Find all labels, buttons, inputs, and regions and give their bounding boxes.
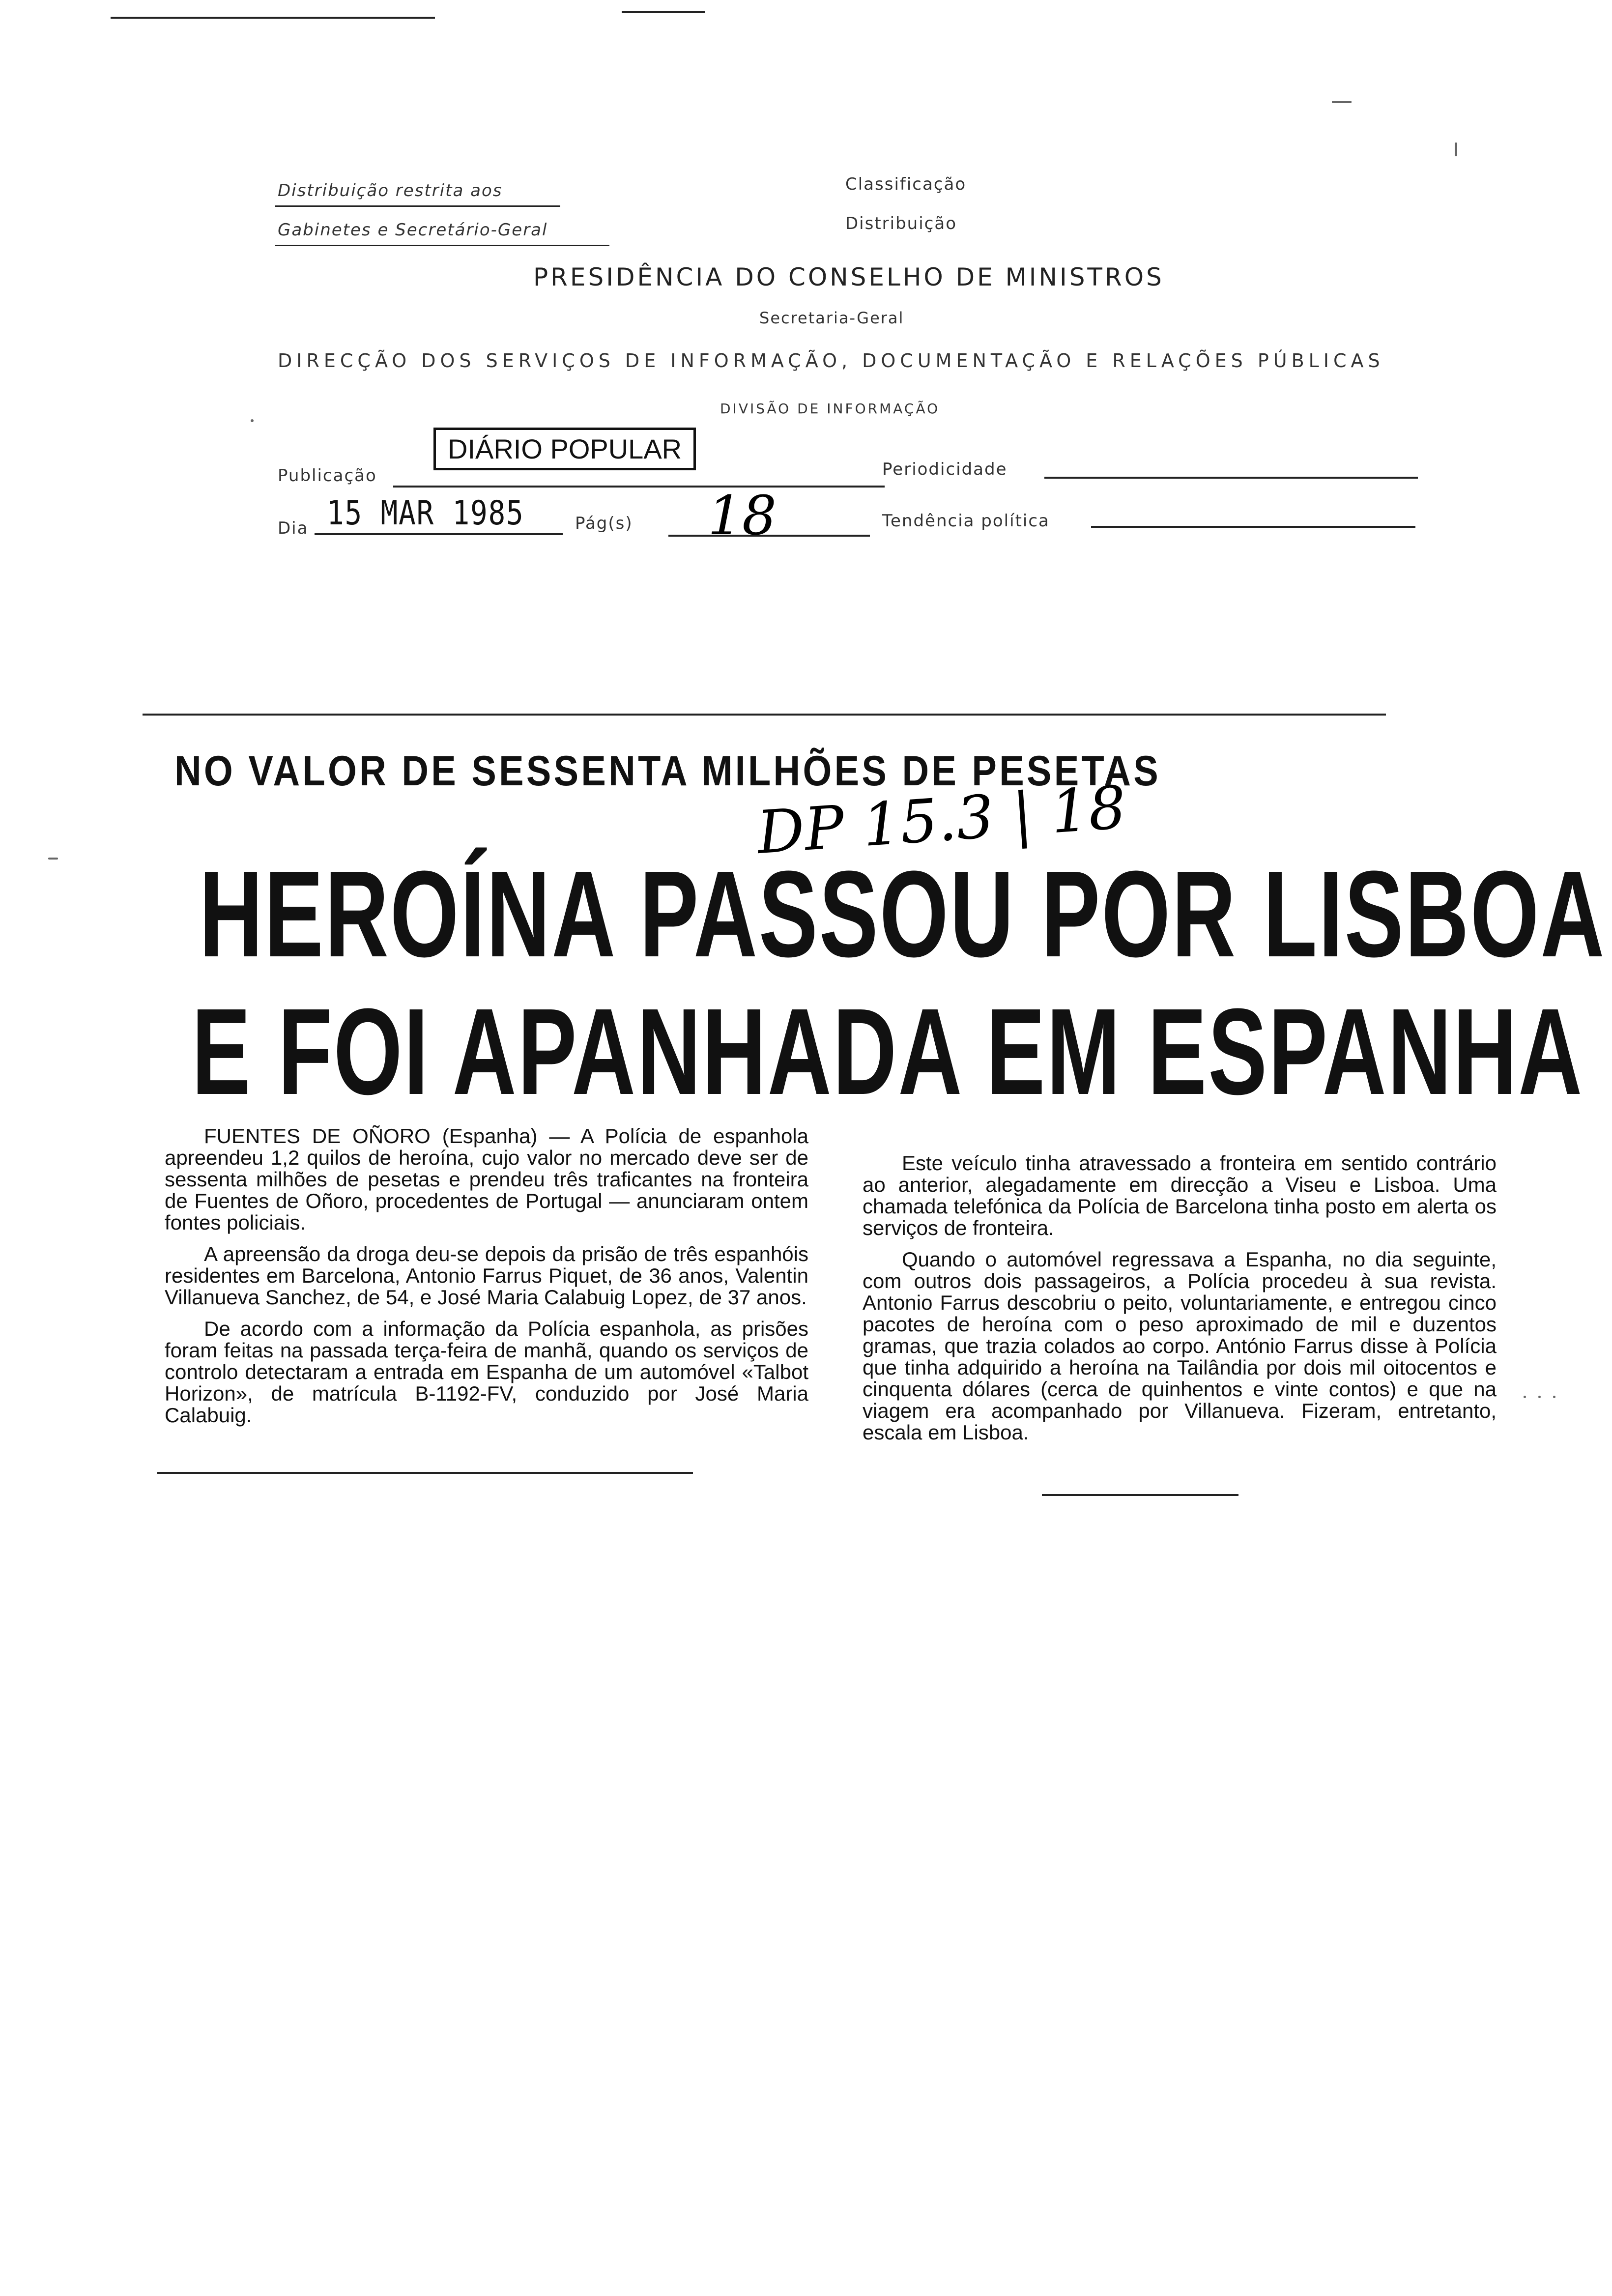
distribution-label: Distribuição [845, 214, 957, 233]
pages-label: Pág(s) [575, 514, 633, 533]
headline-line-2: E FOI APANHADA EM ESPANHA [192, 983, 1584, 1120]
presidency-title: PRESIDÊNCIA DO CONSELHO DE MINISTROS [533, 263, 1164, 291]
scan-speck [1538, 1396, 1541, 1398]
publication-line [393, 486, 885, 488]
date-line [315, 533, 563, 535]
scan-speck [1524, 1396, 1526, 1398]
classification-label: Classificação [845, 174, 967, 194]
publication-name-box: DIÁRIO POPULAR [433, 428, 696, 470]
article-column-2 [863, 1152, 1497, 1453]
direction-line: DIRECÇÃO DOS SERVIÇOS DE INFORMAÇÃO, DOCUMENTAÇÃO E RELAÇÕES PÚBLICAS [278, 350, 1384, 372]
column-1-paragraph: De acordo com a informação da Polícia espanhola, as prisões foram feitas na passada terça-feira de manhã, quando os serviços de controlo detectaram a entrada em Espanha de um automóvel «Talbot Horizon», de matrícula B-1192-FV, conduzido por José Maria Calabuig. [165, 1317, 808, 1427]
article-kicker: NO VALOR DE SESSENTA MILHÕES DE PESETAS [174, 747, 1161, 795]
periodicity-label: Periodicidade [882, 459, 1008, 479]
column-1-paragraph: A apreensão da droga deu-se depois da prisão de três espanhóis residentes em Barcelona, Antonio Farrus Piquet, de 36 anos, Valentin Villanueva Sanchez, de 54, e José Maria Calabuig Lopez, de 37 anos. [165, 1242, 808, 1309]
day-label: Dia [278, 518, 309, 538]
distribution-underline-2 [275, 245, 609, 246]
column-2-paragraph: Quando o automóvel regressava a Espanha, no dia seguinte, com outros dois passageiros, a Polícia procedeu à sua revista. Antonio Farrus descobriu o peito, voluntariamente, e entregou cinco pacotes de heroína com o peso aproximado de mil e duzentos gramas, que trazia colados ao corpo. António Farrus disse à Polícia que tinha adquirido a heroína na Tailândia por dois mil oitocentos e cinquenta dólares (cerca de quinhentos e vinte contos) e que na viagem era acompanhado por Villanueva. Fizeram, entretanto, escala em Lisboa. [863, 1248, 1497, 1444]
periodicity-line [1044, 477, 1418, 479]
scan-speck [48, 858, 58, 860]
political-tendency-line [1091, 526, 1415, 528]
column-1-paragraph: FUENTES DE OÑORO (Espanha) — A Polícia de espanhola apreendeu 1,2 quilos de heroína, cujo valor no mercado deve ser de sessenta milhões de pesetas e prendeu três traficantes na fronteira de Fuentes de Oñoro, procedentes de Portugal — anunciaram ontem fontes policiais. [165, 1124, 808, 1234]
political-tendency-label: Tendência política [882, 511, 1050, 531]
publication-label: Publicação [278, 466, 377, 486]
clipping-top-rule [143, 714, 1386, 716]
scan-speck [251, 419, 254, 422]
pages-handwritten: 18 [708, 484, 777, 547]
headline-line-1: HEROÍNA PASSOU POR LISBOA [199, 845, 1606, 982]
article-column-1 [165, 1125, 808, 1436]
handwritten-reference: DP 15.3 | 18 [755, 773, 1128, 868]
scan-speck [1553, 1396, 1555, 1398]
secretariat-label: Secretaria-Geral [759, 309, 904, 327]
distribution-restricted-line1: Distribuição restrita aos [278, 181, 503, 201]
distribution-underline-1 [275, 205, 560, 207]
top-rule-right [622, 11, 705, 13]
distribution-restricted-line2: Gabinetes e Secretário-Geral [278, 220, 548, 240]
column-2-end-rule [1042, 1494, 1238, 1496]
division-label: DIVISÃO DE INFORMAÇÃO [720, 401, 940, 417]
scan-speck [1332, 101, 1352, 103]
column-1-end-rule [157, 1472, 693, 1474]
scan-speck [1455, 143, 1457, 156]
top-rule-left [111, 17, 435, 19]
pages-line [668, 535, 870, 537]
column-2-paragraph: Este veículo tinha atravessado a fronteira em sentido contrário ao anterior, alegadamente em direcção a Viseu e Lisboa. Uma chamada telefónica da Polícia de Barcelona tinha posto em alerta os serviços de fronteira. [863, 1151, 1497, 1239]
date-stamp: 15 MAR 1985 [327, 494, 524, 533]
